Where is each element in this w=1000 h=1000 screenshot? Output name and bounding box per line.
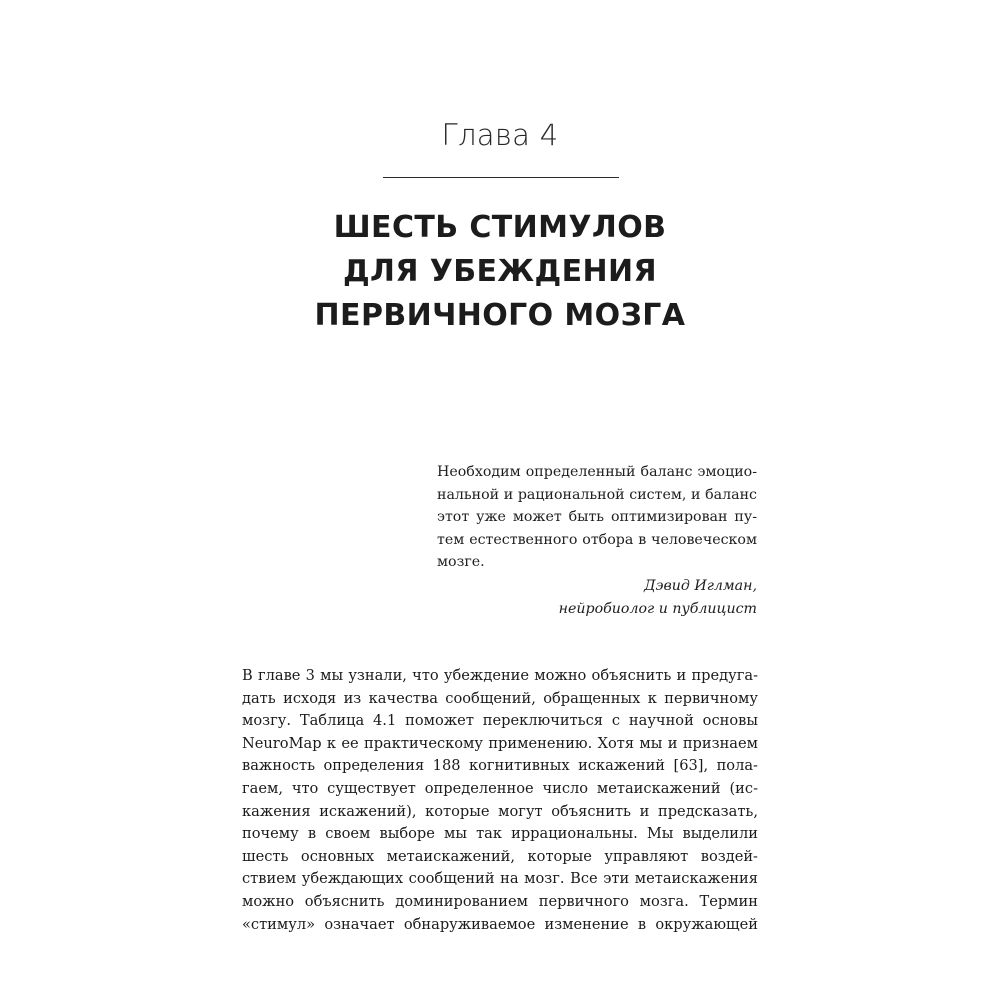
body-line: NeuroMap к ее практическому применению. Хотя мы и признаем [242, 734, 758, 752]
epigraph-author-name: Дэвид Иглман, [643, 578, 757, 594]
epigraph-line: этот уже может быть оптимизирован пу- [437, 509, 757, 525]
epigraph-attribution [437, 575, 757, 621]
body-line: важность определения 188 когнитивных искажений [63], пола- [242, 757, 758, 775]
body-line: можно объяснить доминированием первичного мозга. Термин [242, 892, 758, 910]
body-line: В главе 3 мы узнали, что убеждение можно объяснить и предуга- [242, 667, 758, 684]
chapter-title-line: ДЛЯ УБЕЖДЕНИЯ [342, 254, 658, 289]
epigraph-line: Необходим определенный баланс эмоцио- [437, 464, 757, 480]
body-line: шесть основных метаискажений, которые управляют воздей- [242, 847, 758, 865]
body-line: «стимул» означает обнаруживаемое изменение в окружающей [242, 915, 758, 933]
body-line: ствием убеждающих сообщений на мозг. Все эти метаискажения [242, 870, 758, 888]
chapter-title [0, 206, 1000, 338]
body-paragraph [242, 665, 758, 936]
body-line: кажения искажений), которые могут объяснить и предсказать, [242, 802, 758, 820]
epigraph-line: тем естественного отбора в человеческом [437, 531, 757, 548]
body-line: мозгу. Таблица 4.1 поможет переключиться с научной основы [242, 712, 758, 730]
epigraph-author-role: нейробиолог и публицист [558, 601, 757, 617]
epigraph-line: нальной и рациональной систем, и баланс [437, 486, 757, 503]
epigraph-line: мозге. [437, 554, 485, 570]
chapter-title-line: ШЕСТЬ СТИМУЛОВ [333, 210, 667, 245]
chapter-divider [383, 177, 619, 178]
body-line: гаем, что существует определенное число метаискажений (ис- [242, 779, 758, 797]
body-line: почему в своем выборе мы так иррациональны. Мы выделили [242, 825, 758, 843]
chapter-title-line: ПЕРВИЧНОГО МОЗГА [314, 298, 686, 333]
epigraph-quote [437, 461, 757, 574]
chapter-number: Глава 4 [441, 118, 559, 152]
body-line: дать исходя из качества сообщений, обращенных к первичному [242, 689, 758, 707]
